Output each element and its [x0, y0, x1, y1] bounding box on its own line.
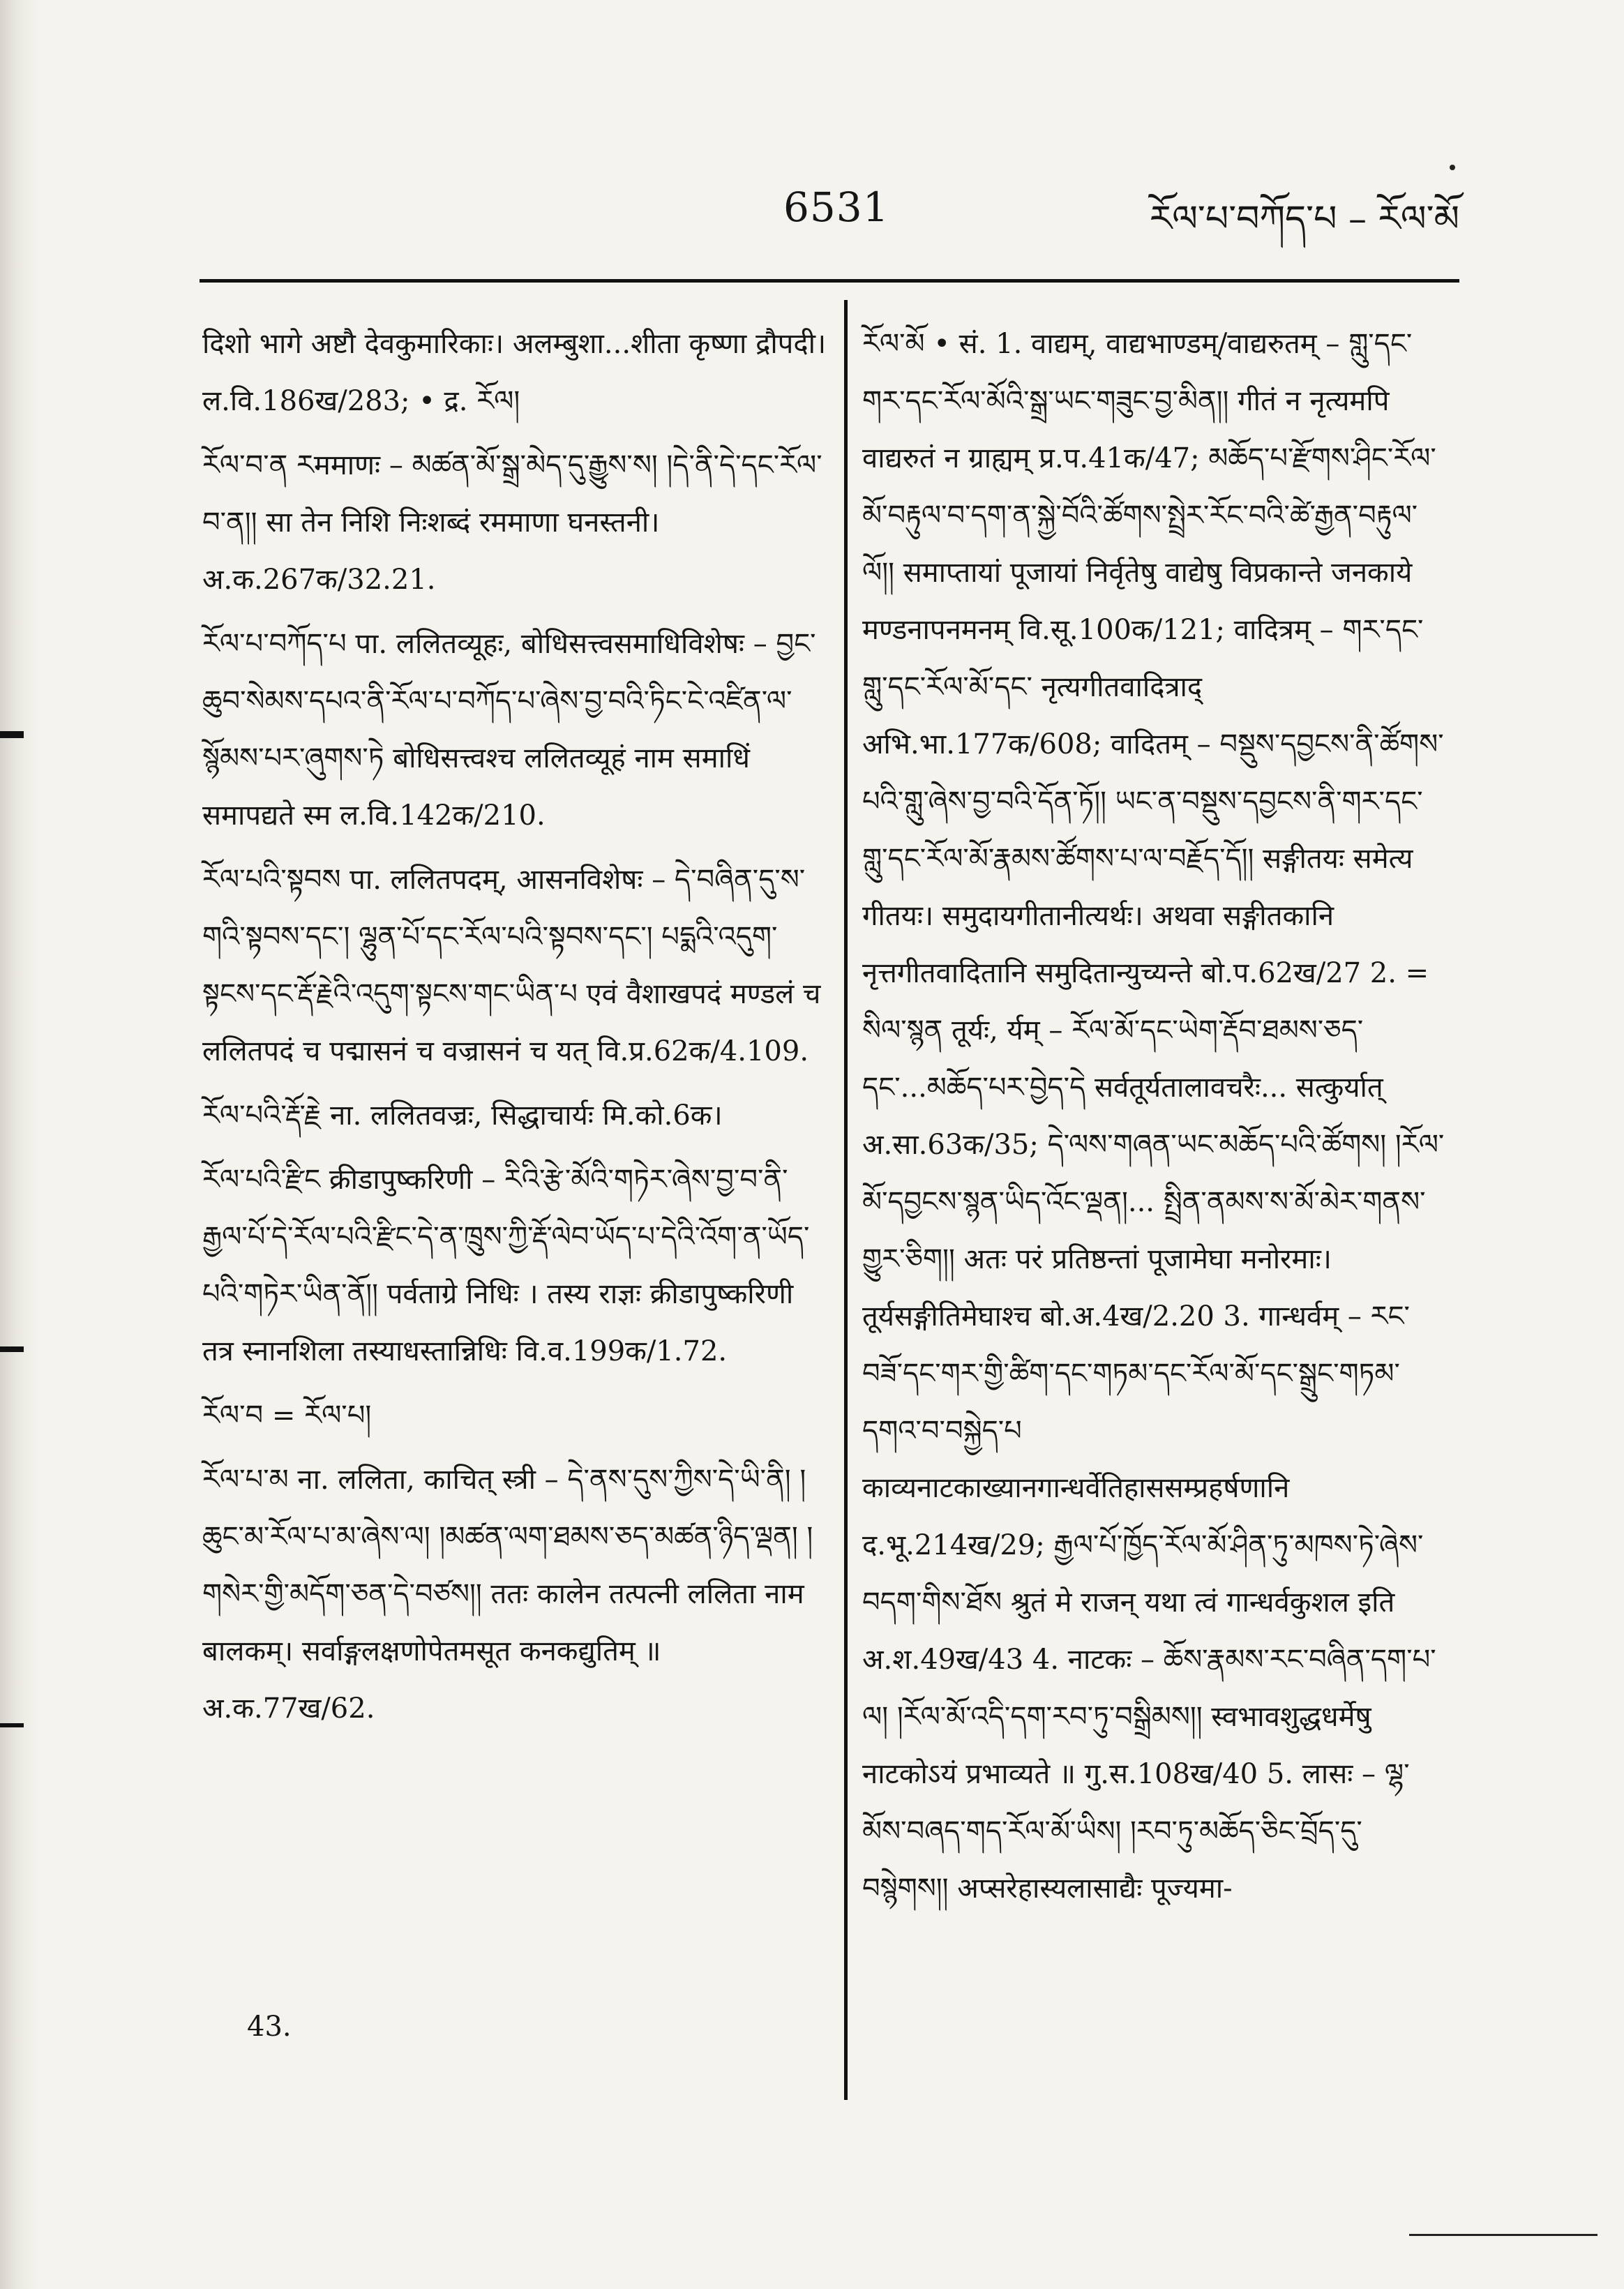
scan-edge-shadow [0, 0, 40, 2289]
dictionary-entry: རོལ་པ་མ ना. ललिता, काचित् स्त्री – དེ་ནས་དུས་ཀྱིས་དེ་ཡི་ནི། །ཆུང་མ་རོལ་པ་མ་ཞེས་ལ། །མཚན་ལག་ཐམས་ཅད་མཚན་ཉིད་ལྡན། །གསེར་གྱི་མདོག་ཅན་དེ་བཙས།། ततः कालेन तत्पत्नी ललिता नाम बालकम्। सर्वाङ्गलक्षणोपेतमसूत कनकद्युतिम् ॥ अ.क.77ख/62. [202, 1464, 813, 1725]
running-head: རོལ་པ་བཀོད་པ – རོལ་མོ [1149, 198, 1459, 240]
footer-rule [1409, 2234, 1597, 2236]
column-divider [844, 300, 848, 2100]
dictionary-entry: རོལ་པའི་རྫིང क्रीडापुष्करिणी – རིའི་རྩེ་མོའི་གཏེར་ཞེས་བྱ་བ་ནི་རྒྱལ་པོ་དེ་རོལ་པའི་རྫིང་དེ་ན་ཁྲུས་ཀྱི་རྡོ་ལེབ་ཡོད་པ་དེའི་འོག་ན་ཡོད་པའི་གཏེར་ཡིན་ནོ།། पर्वताग्रे निधिः । तस्य राज्ञः क्रीडापुष्करिणी तत्र स्नानशिला तस्याधस्तान्निधिः वि.व.199क/1.72. [202, 1164, 810, 1367]
dictionary-entry: རོལ་བ = རོལ་པ། [202, 1399, 372, 1432]
edge-mark [0, 731, 24, 738]
dictionary-entry: རོལ་པ་བཀོད་པ पा. ललितव्यूहः, बोधिसत्त्वसमाधिविशेषः – བྱང་ཆུབ་སེམས་དཔའ་ནི་རོལ་པ་བཀོད་པ་ཞེས་བྱ་བའི་ཏིང་ངེ་འཛིན་ལ་སྙོམས་པར་ཞུགས་ཏེ बोधिसत्त्वश्च ललितव्यूहं नाम समाधिं समापद्यते स्म ल.वि.142क/210. [202, 628, 816, 832]
dictionary-entry: རོལ་པའི་རྡོ་རྗེ ना. ललितवज्रः, सिद्धाचार्यः मि.को.6क। [202, 1100, 723, 1132]
stray-dot [1450, 165, 1455, 170]
page-number: 6531 [783, 183, 889, 231]
dictionary-entry: རོལ་བ་ན རममाणः – མཚན་མོ་སྒྲ་མེད་དུ་རྒྱུས་ས། །དེ་ནི་དེ་དང་རོལ་བ་ན།། सा तेन निशि निःशब्दं रममाणा घनस्तनी। अ.क.267क/32.21. [202, 449, 822, 596]
right-column [862, 315, 1447, 1924]
dictionary-entry: दिशो भागे अष्टौ देवकुमारिकाः। अलम्बुशा...शीता कृष्णा द्रौपदी। ल.वि.186ख/283; • द्र. རོལ། [202, 328, 827, 417]
edge-mark [0, 1723, 24, 1727]
left-column [202, 315, 830, 1744]
header-rule [200, 279, 1459, 283]
dictionary-entry: རོལ་པའི་སྟབས पा. ललितपदम्, आसनविशेषः – དེ་བཞིན་དུ་ས་གའི་སྟབས་དང་། ལྷུན་པོ་དང་རོལ་པའི་སྟབས་དང་། པདྨའི་འདུག་སྟངས་དང་རྡོ་རྗེའི་འདུག་སྟངས་གང་ཡིན་པ एवं वैशाखपदं मण्डलं च ललितपदं च पद्मासनं च वज्रासनं च यत् वि.प्र.62क/4.109. [202, 864, 821, 1067]
left-footer-number: 43. [247, 2011, 292, 2043]
dictionary-entry: རོལ་མོ • सं. 1. वाद्यम्, वाद्यभाण्डम्/वाद्यरुतम् – གླུ་དང་གར་དང་རོལ་མོའི་སྒྲ་ཡང་གཟུང་བྱ་མིན།། गीतं न नृत्यमपि वाद्यरुतं न ग्राह्यम् प्र.प.41क/47; མཆོད་པ་རྫོགས་ཤིང་རོལ་མོ་བརྟུལ་བ་དག་ན་སྐྱེ་བོའི་ཚོགས་སྤྲེར་རོང་བའི་ཚེ་རྒྱན་བརྟུལ་ལོ།། समाप्तायां पूजायां निर्वृतेषु वाद्येषु विप्रकान्ते जनकाये मण्डनापनमनम् वि.सू.100क/121; वादित्रम् – གར་དང་གླུ་དང་རོལ་མོ་དང་ नृत्यगीतवादित्राद् अभि.भा.177क/608; वादितम् – བསྡུས་དབྱངས་ནི་ཚོགས་པའི་གླུ་ཞེས་བྱ་བའི་དོན་ཏོ།། ཡང་ན་བསྡུས་དབྱངས་ནི་གར་དང་གླུ་དང་རོལ་མོ་རྣམས་ཚོགས་པ་ལ་བརྗོད་དོ།། सङ्गीतयः समेत्य गीतयः। समुदायगीतानीत्यर्थः। अथवा सङ्गीतकानि नृत्तगीतवादितानि समुदितान्युच्यन्ते बो.प.62ख/27 2. = སིལ་སྙན तूर्यः, र्यम् – རོལ་མོ་དང་ཡེག་རྡོབ་ཐམས་ཅད་དང་...མཆོད་པར་བྱེད་དེ सर्वतूर्यतालावचरैः... सत्कुर्यात् अ.सा.63क/35; དེ་ལས་གཞན་ཡང་མཆོད་པའི་ཚོགས། །རོལ་མོ་དབྱངས་སྙན་ཡིད་འོང་ལྡན།... སྤྲིན་ནམས་ས་མོ་མེར་གནས་གྱུར་ཅིག།། अतः परं प्रतिष्ठन्तां पूजामेघा मनोरमाः। तूर्यसङ्गीतिमेघाश्च बो.अ.4ख/2.20 3. गान्धर्वम् – རང་བཟོ་དང་གར་གྱི་ཚིག་དང་གཏམ་དང་རོལ་མོ་དང་སྒྲུང་གཏམ་དགའ་བ་བསྐྱེད་པ काव्यनाटकाख्यानगान्धर्वेतिहाससम्प्रहर्षणानि द.भू.214ख/29; རྒྱལ་པོ་ཁྱོད་རོལ་མོ་ཤིན་ཏུ་མཁས་ཏེ་ཞེས་བདག་གིས་ཐོས श्रुतं मे राजन् यथा त्वं गान्धर्वकुशल इति अ.श.49ख/43 4. नाटकः – ཆོས་རྣམས་རང་བཞིན་དག་པ་ལ། །རོལ་མོ་འདི་དག་རབ་ཏུ་བསྒྲིམས།། स्वभावशुद्धधर्मेषु नाटकोऽयं प्रभाव्यते ॥ गु.स.108ख/40 5. लासः – ལྷ་མོས་བཞད་གད་རོལ་མོ་ཡིས། །རབ་ཏུ་མཆོད་ཅིང་བྲོད་དུ་བསྙེགས།། अप्सरेहास्यलासाद्यैः पूज्यमा- [862, 328, 1445, 1905]
edge-mark [0, 1346, 24, 1352]
